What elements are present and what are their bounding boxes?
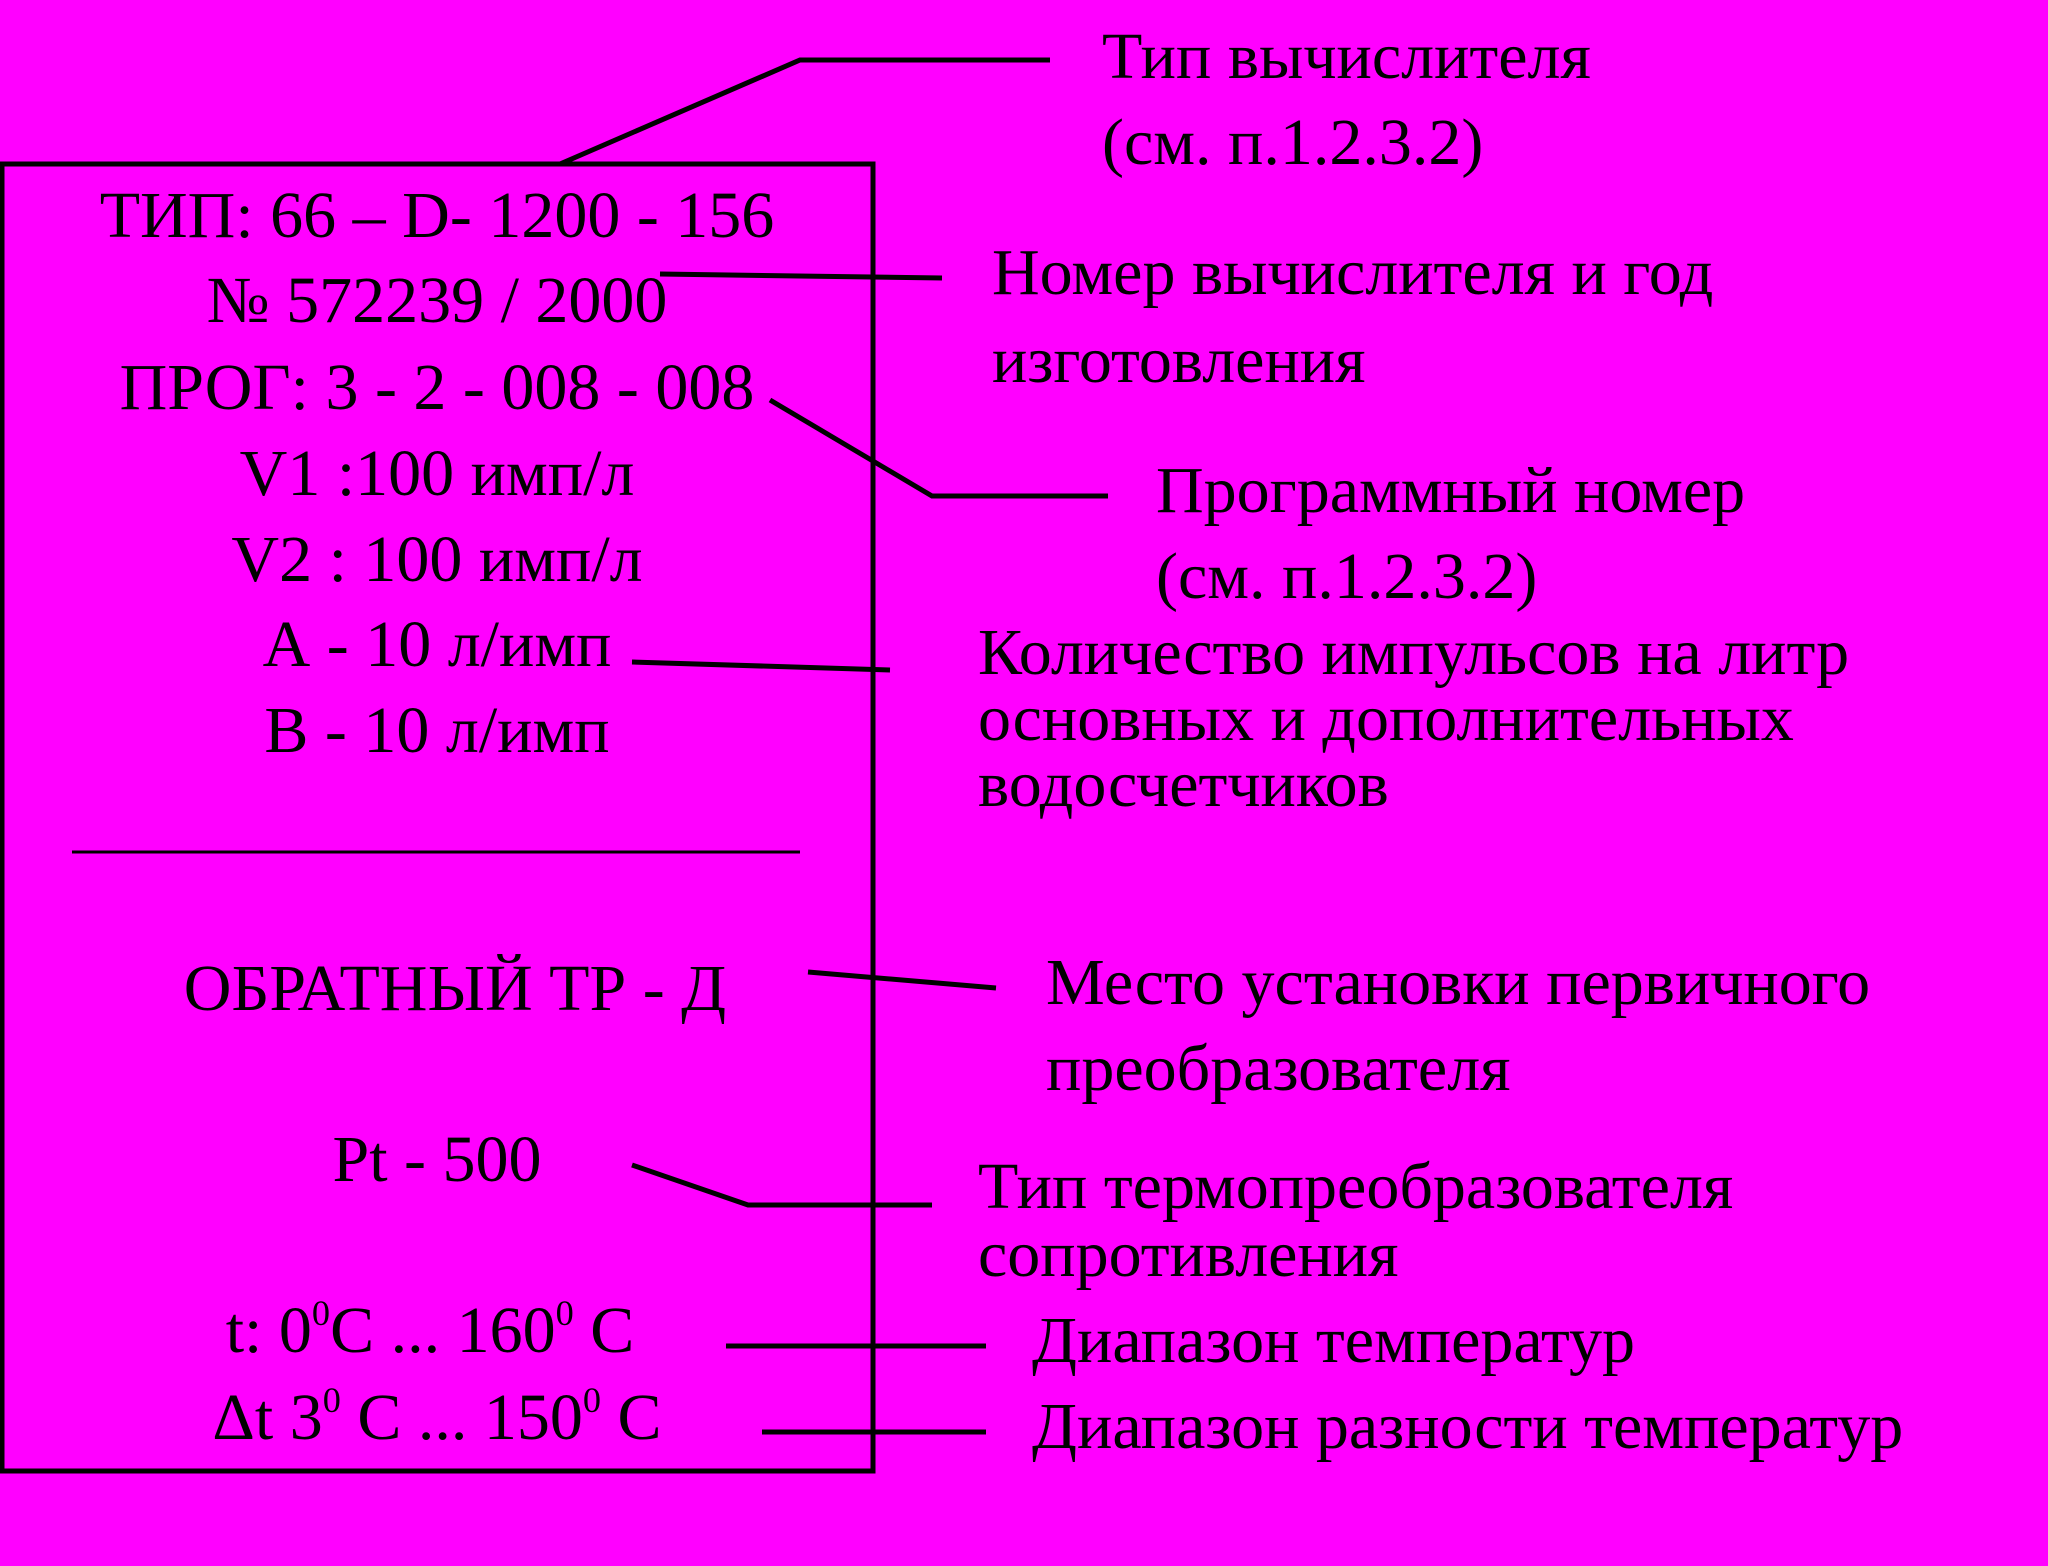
annotation-serial-title: Номер вычислителя и год: [992, 236, 1714, 309]
annotation-type-title: Тип вычислителя: [1102, 20, 1591, 93]
leader-location: [808, 972, 996, 988]
plate-serial-line: № 572239 / 2000: [206, 264, 668, 337]
leader-serial: [660, 274, 942, 278]
annotation-location-line1: Место установки первичного: [1046, 946, 1871, 1019]
annotation-type-ref: (см. п.1.2.3.2): [1102, 106, 1484, 179]
leader-program: [770, 400, 1108, 496]
leader-type: [560, 60, 1050, 164]
annotation-serial-sub: изготовления: [992, 324, 1366, 397]
leader-sensor: [632, 1165, 932, 1205]
plate-dt-range-line: Δt $3^0$ C ... $150^0$ C: [212, 1379, 662, 1454]
plate-b-line: В - 10 л/имп: [264, 694, 610, 767]
annotation-sensor-line2: сопротивления: [978, 1218, 1399, 1291]
annotation-pulses-line3: водосчетчиков: [978, 748, 1389, 821]
annotation-location-line2: преобразователя: [1046, 1032, 1511, 1105]
annotation-sensor-line1: Тип термопреобразователя: [978, 1150, 1734, 1223]
plate-location-line: ОБРАТНЫЙ ТР - Д: [183, 952, 727, 1025]
annotation-temp-range: Диапазон температур: [1032, 1304, 1635, 1377]
plate-type-line: ТИП: 66 – D- 1200 - 156: [99, 179, 775, 252]
plate-program-line: ПРОГ: 3 - 2 - 008 - 008: [119, 351, 755, 424]
plate-a-line: А - 10 л/имп: [262, 608, 612, 681]
annotation-program-title: Программный номер: [1156, 454, 1746, 527]
plate-v1-line: V1 :100 имп/л: [239, 437, 635, 510]
leader-pulses: [632, 662, 890, 670]
plate-v2-line: V2 : 100 имп/л: [231, 523, 643, 596]
annotation-dt-range: Диапазон разности температур: [1032, 1390, 1904, 1463]
plate-sensor-line: Pt - 500: [332, 1123, 542, 1196]
annotation-program-ref: (см. п.1.2.3.2): [1156, 540, 1538, 613]
annotation-pulses-line1: Количество импульсов на литр: [978, 616, 1850, 689]
plate-temp-range-line: t: $0^0C$ ... $160^0$ C: [225, 1292, 635, 1367]
annotation-pulses-line2: основных и дополнительных: [978, 682, 1794, 755]
